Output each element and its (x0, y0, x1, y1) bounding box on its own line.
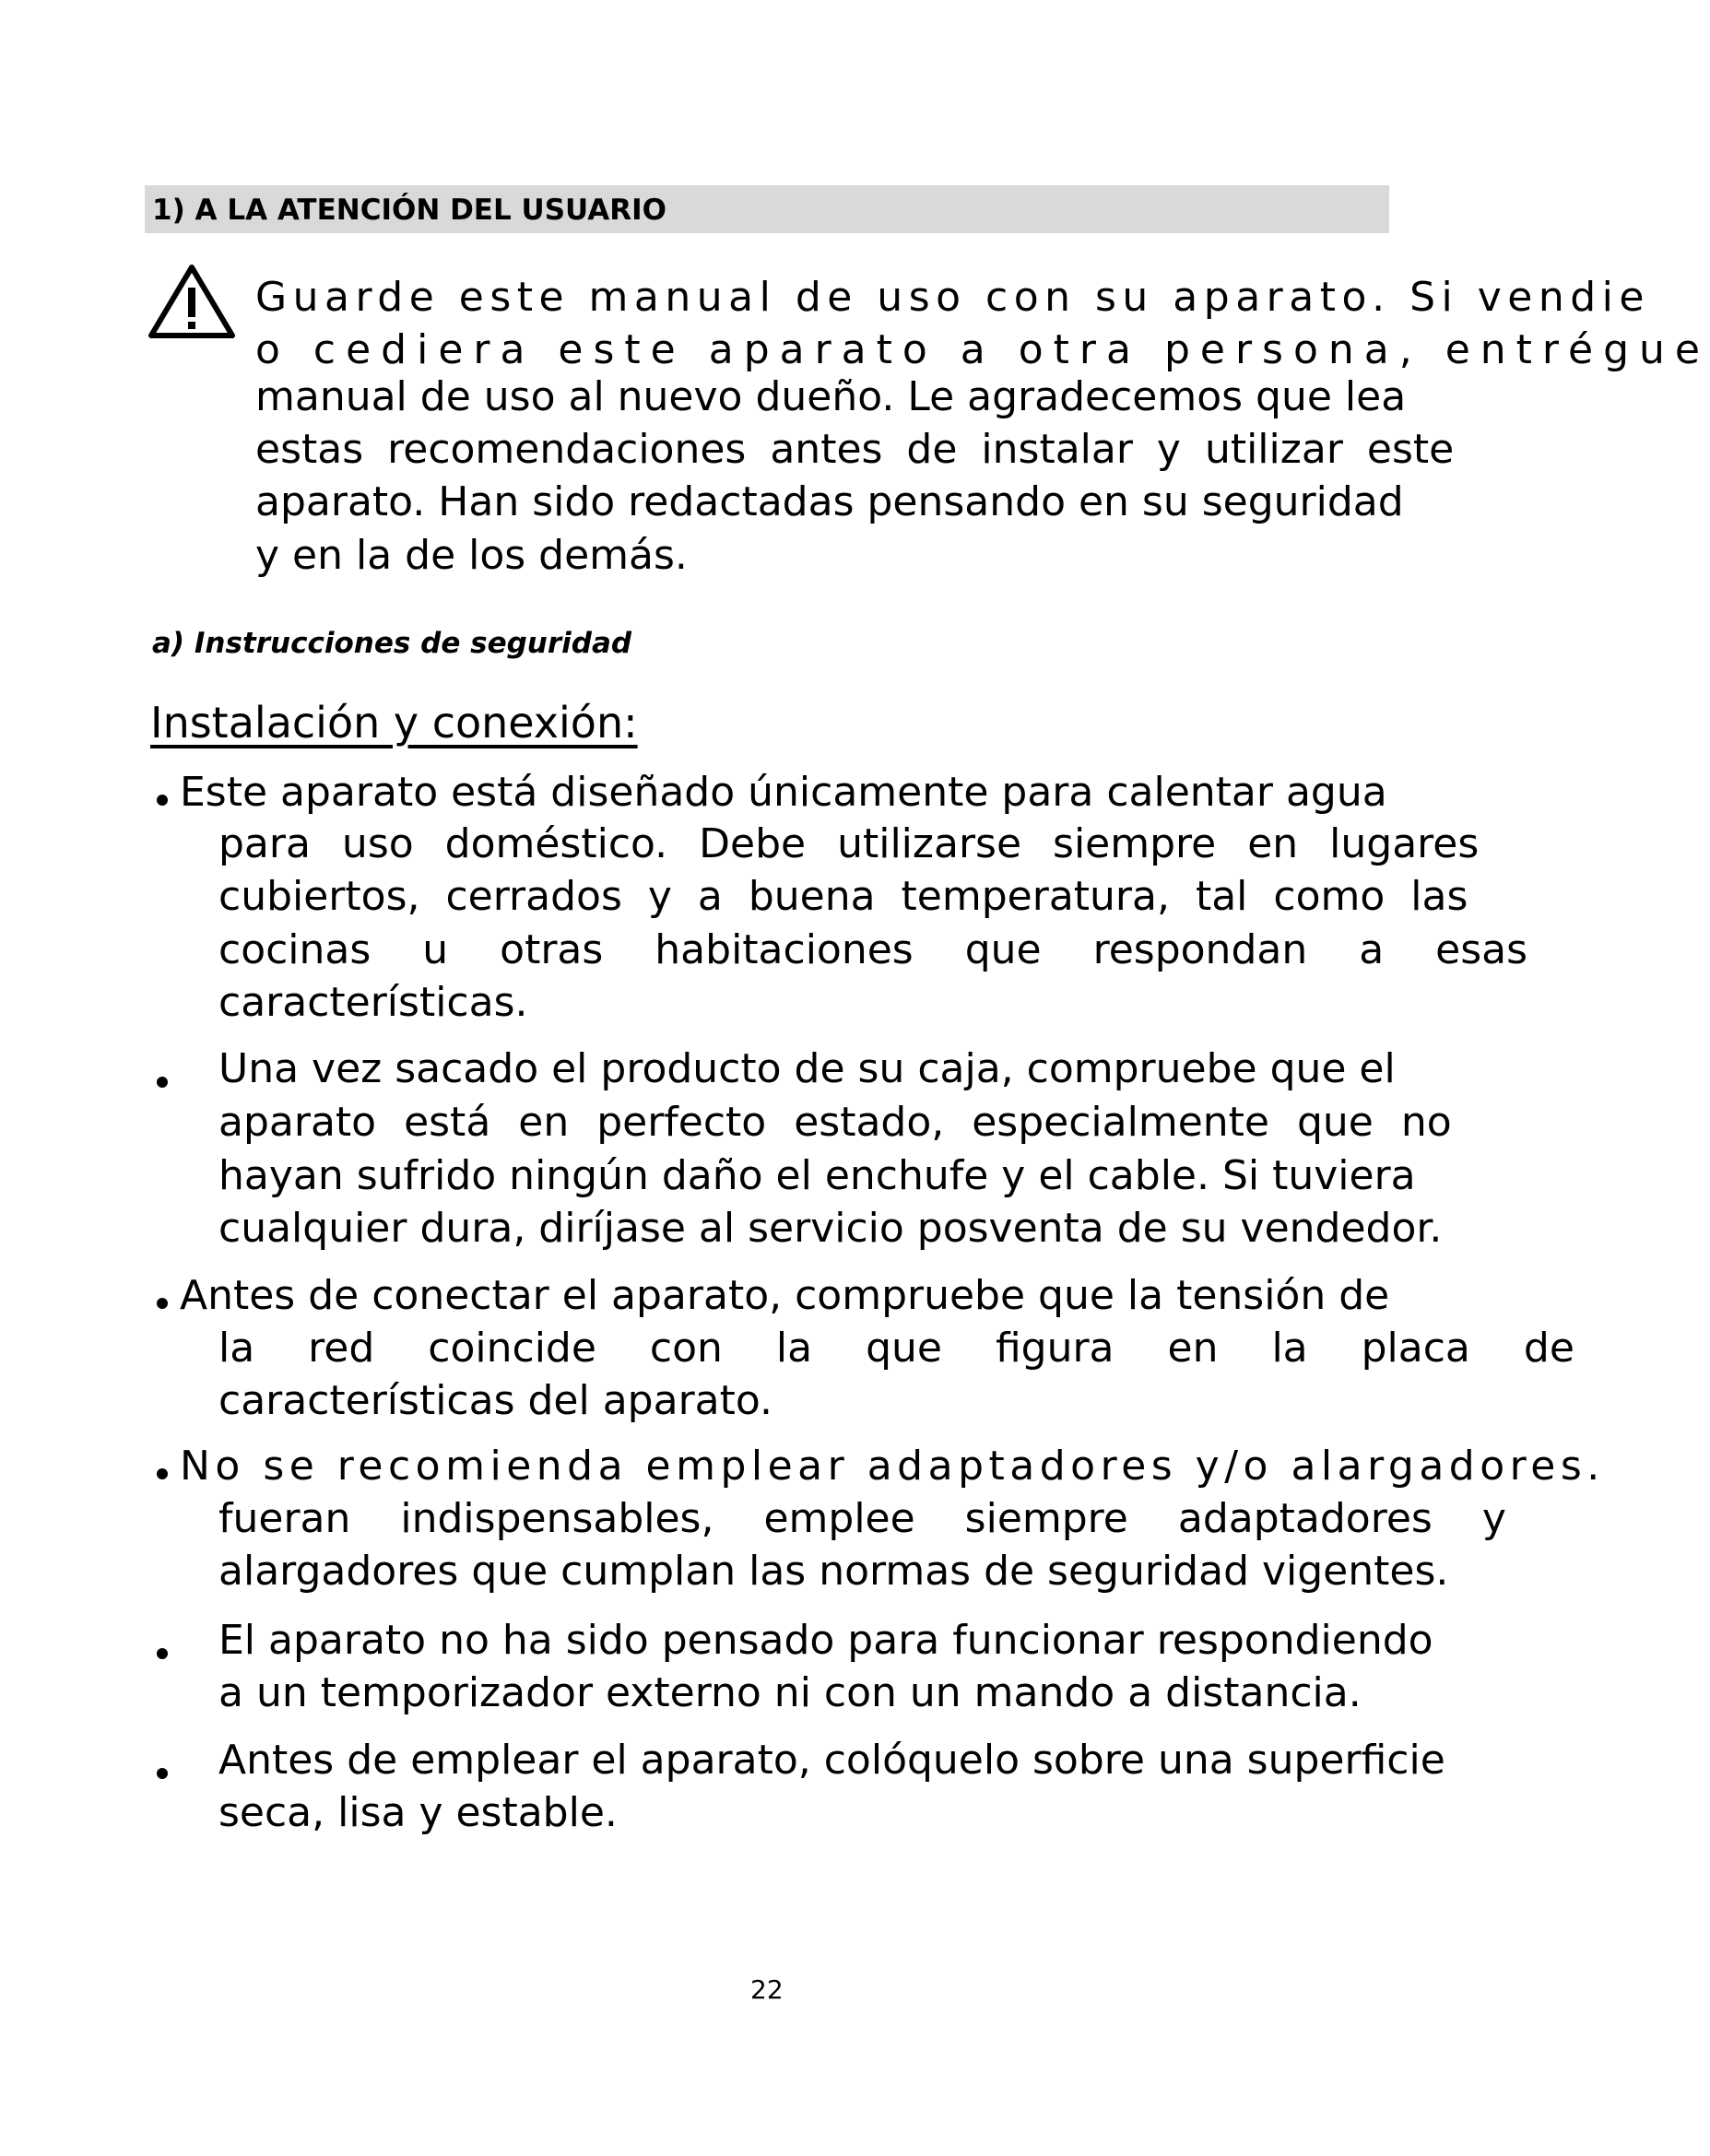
bullet-dot (157, 1298, 168, 1309)
bullet-dot (157, 1768, 168, 1779)
bullet-dot (157, 1077, 168, 1088)
bullet-3-line: características del aparato. (218, 1377, 773, 1424)
bullet-2-line: hayan sufrido ningún daño el enchufe y el cable. Si tuviera (218, 1152, 1416, 1199)
bullet-1-line: cocinas u otras habitaciones que respondan a esas (218, 926, 1528, 973)
bullet-4-line: fueran indispensables, emplee siempre adaptadores y (218, 1495, 1506, 1542)
intro-line: Guarde este manual de uso con su aparato. Si vendie (255, 274, 1650, 321)
section-header-bar (145, 185, 1389, 233)
bullet-dot (157, 1648, 168, 1659)
bullet-2-line: aparato está en perfecto estado, especialmente que no (218, 1099, 1452, 1146)
bullet-dot (157, 795, 168, 806)
bullet-1-line: Este aparato está diseñado únicamente para calentar agua (180, 769, 1387, 816)
bullet-3-line: la red coincide con la que figura en la placa de (218, 1325, 1574, 1372)
bullet-4-line: No se recomienda emplear adaptadores y/o alargadores. (180, 1443, 1605, 1490)
bullet-1-line: para uso doméstico. Debe utilizarse siempre en lugares (218, 820, 1480, 867)
bullet-2-line: cualquier dura, diríjase al servicio posventa de su vendedor. (218, 1205, 1443, 1252)
intro-line: y en la de los demás. (255, 532, 688, 579)
intro-line-text: estas recomendaciones antes de instalar y utilizar este (255, 426, 1455, 473)
intro-line (255, 424, 1455, 476)
bullet-dot (157, 1468, 168, 1479)
bullet-5-line: a un temporizador externo ni con un mando a distancia. (218, 1669, 1362, 1716)
bullet-3-line: Antes de conectar el aparato, compruebe que la tensión de (180, 1272, 1390, 1319)
intro-line: manual de uso al nuevo dueño. Le agradecemos que lea (255, 373, 1407, 420)
warning-triangle-icon (147, 264, 236, 339)
subsection-title: a) Instrucciones de seguridad (152, 627, 632, 660)
bullet-2-line: Una vez sacado el producto de su caja, compruebe que el (218, 1045, 1396, 1092)
bullet-1-line: características. (218, 979, 528, 1026)
page-number: 22 (750, 1974, 784, 2005)
installation-title: Instalación y conexión: (150, 698, 638, 748)
intro-line: aparato. Han sido redactadas pensando en su seguridad (255, 478, 1404, 525)
section-header: 1) A LA ATENCIÓN DEL USUARIO (152, 194, 666, 227)
bullet-4-line: alargadores que cumplan las normas de seguridad vigentes. (218, 1548, 1449, 1595)
intro-line: o cediera este aparato a otra persona, entrégue (255, 326, 1710, 373)
bullet-5-line: El aparato no ha sido pensado para funcionar respondiendo (218, 1617, 1433, 1664)
bullet-6-line: seca, lisa y estable. (218, 1789, 618, 1836)
bullet-6-line: Antes de emplear el aparato, colóquelo sobre una superficie (218, 1737, 1445, 1784)
bullet-1-line: cubiertos, cerrados y a buena temperatura, tal como las (218, 873, 1468, 920)
